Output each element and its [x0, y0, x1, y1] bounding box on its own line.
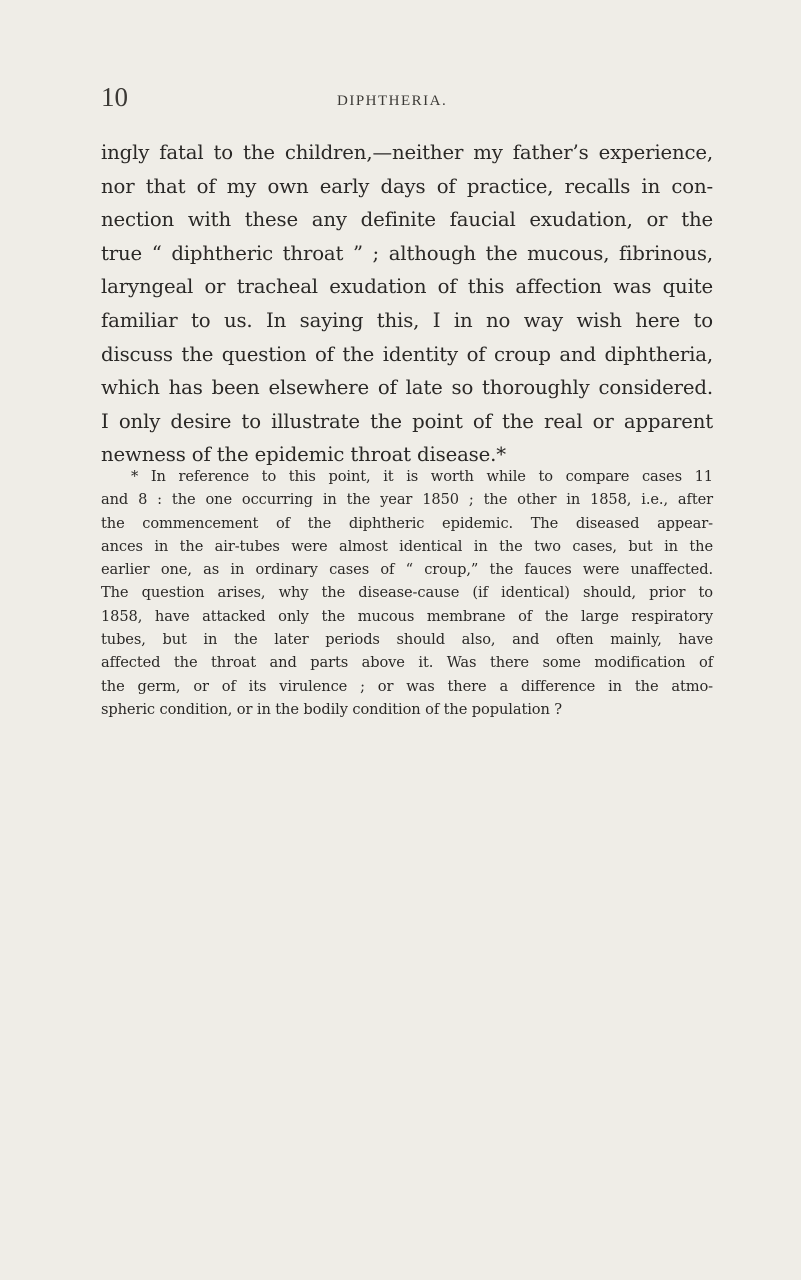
footnote — [101, 465, 713, 721]
page-number: 10 — [101, 82, 128, 112]
body-line: nor that of my own early days of practice, recalls in con- — [101, 174, 713, 198]
footnote-line: ances in the air-tubes were almost identical in the two cases, but in the — [101, 537, 713, 555]
body-line: I only desire to illustrate the point of the real or apparent — [101, 409, 713, 433]
footnote-line: earlier one, as in ordinary cases of “ croup,” the fauces were unaffected. — [101, 561, 713, 579]
body-line: laryngeal or tracheal exudation of this affection was quite — [101, 275, 713, 299]
footnote-line: the commencement of the diphtheric epidemic. The diseased appear- — [101, 514, 713, 532]
footnote-line: tubes, but in the later periods should also, and often mainly, have — [101, 631, 713, 649]
footnote-line: * In reference to this point, it is worth while to compare cases 11 — [131, 468, 713, 485]
footnote-line: 1858, have attacked only the mucous membrane of the large respiratory — [101, 607, 713, 625]
footnote-line: The question arises, why the disease-cause (if identical) should, prior to — [101, 584, 713, 602]
body-paragraph — [101, 136, 713, 472]
footnote-line: the germ, or of its virulence ; or was there a difference in the atmo- — [101, 677, 713, 695]
footnote-line: and 8 : the one occurring in the year 1850 ; the other in 1858, i.e., after — [101, 491, 713, 509]
running-head: DIPHTHERIA. — [337, 93, 448, 109]
body-line: ingly fatal to the children,—neither my father’s experience, — [101, 141, 713, 164]
body-line: familiar to us. In saying this, I in no way wish here to — [101, 308, 713, 332]
body-line: nection with these any definite faucial exudation, or the — [101, 208, 713, 232]
body-line: true “ diphtheric throat ” ; although the mucous, fibrinous, — [101, 241, 713, 265]
body-line: newness of the epidemic throat disease.* — [101, 443, 506, 467]
body-line: discuss the question of the identity of croup and diphtheria, — [101, 342, 713, 366]
footnote-line: spheric condition, or in the bodily condition of the population ? — [101, 700, 563, 718]
body-line: which has been elsewhere of late so thoroughly considered. — [101, 376, 713, 400]
footnote-line: affected the throat and parts above it. Was there some modification of — [101, 654, 713, 672]
